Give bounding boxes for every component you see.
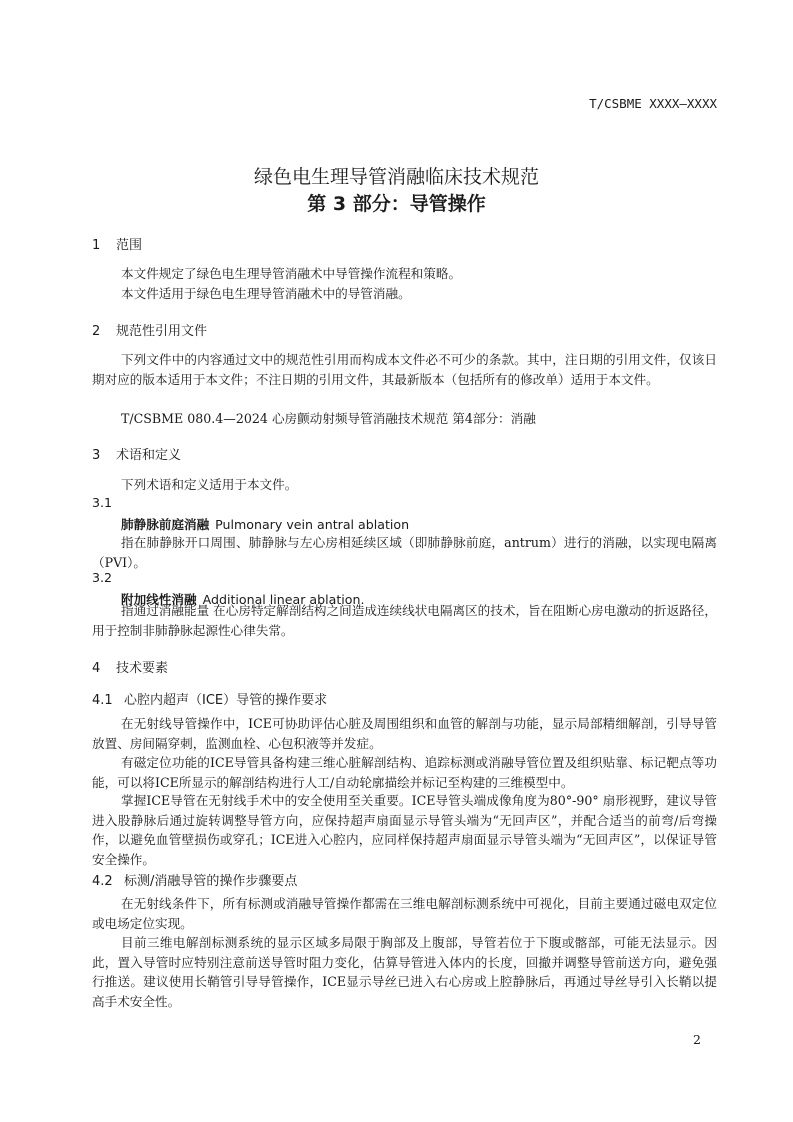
document-title: 绿色电生理导管消融临床技术规范 (253, 166, 539, 188)
paragraph: 掌握ICE导管在无射线手术中的安全使用至关重要。ICE导管头端成像角度为80°-90° 扇形视野，建议导管进入股静脉后通过旋转调整导管方向，应保持超声扇面显示导管头端为“无回声区”，并配合适当的前弯/后弯操作，以避免血管壁损伤或穿孔；ICE进入心腔内，应同样保持超声扇面显示导管头端为“无回声区”，以保证导管安全操作。 (92, 793, 717, 867)
term-definition: 指在肺静脉开口周围、肺静脉与左心房相延续区域（即肺静脉前庭，antrum）进行的消融，以实现电隔离（PVI）。 (92, 535, 717, 570)
paragraph: 目前三维电解剖标测系统的显示区域多局限于胸部及上腹部，导管若位于下腹或髂部，可能无法显示。因此，置入导管时应特别注意前送导管时阻力变化，估算导管进入体内的长度，回撤并调整导管前送方向，避免强行推送。建议使用长鞘管引导导管操作，ICE显示导丝已进入右心房或上腔静脉后，再通过导丝导引入长鞘以提高手术安全性。 (92, 935, 717, 1009)
subsection-number: 4.2 (92, 874, 113, 889)
normative-reference: T/CSBME 080.4—2024 心房颤动射频导管消融技术规范 第4部分：消融 (121, 411, 536, 426)
document-code: T/CSBME XXXX—XXXX (589, 96, 717, 111)
section-3-heading (92, 444, 181, 463)
subsection-title: 标测/消融导管的操作步骤要点 (124, 874, 298, 889)
term-name-cn: 肺静脉前庭消融 (121, 517, 210, 532)
section-number: 2 (92, 324, 101, 339)
document-subtitle: 第 3 部分：导管操作 (307, 193, 486, 215)
term-number: 3.1 (92, 495, 113, 510)
paragraph: 下列术语和定义适用于本文件。 (121, 477, 298, 492)
term-name-en: Pulmonary vein antral ablation (215, 517, 410, 532)
subsection-4-1-heading (92, 689, 327, 708)
section-number: 4 (92, 661, 101, 676)
section-number: 1 (92, 238, 101, 253)
term-name-cn: 附加线性消融 (121, 592, 197, 607)
section-title: 技术要素 (116, 661, 169, 676)
paragraph: 本文件适用于绿色电生理导管消融术中的导管消融。 (121, 286, 411, 301)
term-definition: 指通过消融能量 在心房特定解剖结构之间造成连续线状电隔离区的技术，旨在阻断心房电激动的折返路径，用于控制非肺静脉起源性心律失常。 (92, 603, 717, 638)
section-1-heading (92, 234, 142, 253)
section-title: 范围 (116, 238, 143, 253)
subsection-4-2-heading (92, 870, 297, 889)
section-title: 术语和定义 (116, 448, 182, 463)
section-2-heading (92, 320, 207, 339)
subsection-title: 心腔内超声（ICE）导管的操作要求 (124, 693, 328, 708)
term-entry (121, 514, 409, 533)
paragraph: 有磁定位功能的ICE导管具备构建三维心脏解剖结构、追踪标测或消融导管位置及组织贴靠、标记靶点等功能，可以将ICE所显示的解剖结构进行人工/自动轮廓描绘并标记至构建的三维模型中。 (92, 755, 717, 790)
subsection-number: 4.1 (92, 693, 113, 708)
section-title: 规范性引用文件 (116, 324, 208, 339)
paragraph: 本文件规定了绿色电生理导管消融术中导管操作流程和策略。 (121, 266, 462, 281)
term-name-en: Additional linear ablation. (202, 592, 365, 607)
section-number: 3 (92, 448, 101, 463)
section-4-heading (92, 657, 168, 676)
paragraph: 下列文件中的内容通过文中的规范性引用而构成本文件必不可少的条款。其中，注日期的引用文件，仅该日期对应的版本适用于本文件；不注日期的引用文件，其最新版本（包括所有的修改单）适用于本文件。 (92, 352, 717, 387)
paragraph: 在无射线条件下，所有标测或消融导管操作都需在三维电解剖标测系统中可视化，目前主要通过磁电双定位或电场定位实现。 (92, 896, 717, 931)
term-number: 3.2 (92, 570, 113, 585)
paragraph: 在无射线导管操作中，ICE可协助评估心脏及周围组织和血管的解剖与功能，显示局部精细解剖，引导导管放置、房间隔穿刺，监测血栓、心包积液等并发症。 (92, 716, 717, 751)
page-number: 2 (693, 1032, 701, 1047)
